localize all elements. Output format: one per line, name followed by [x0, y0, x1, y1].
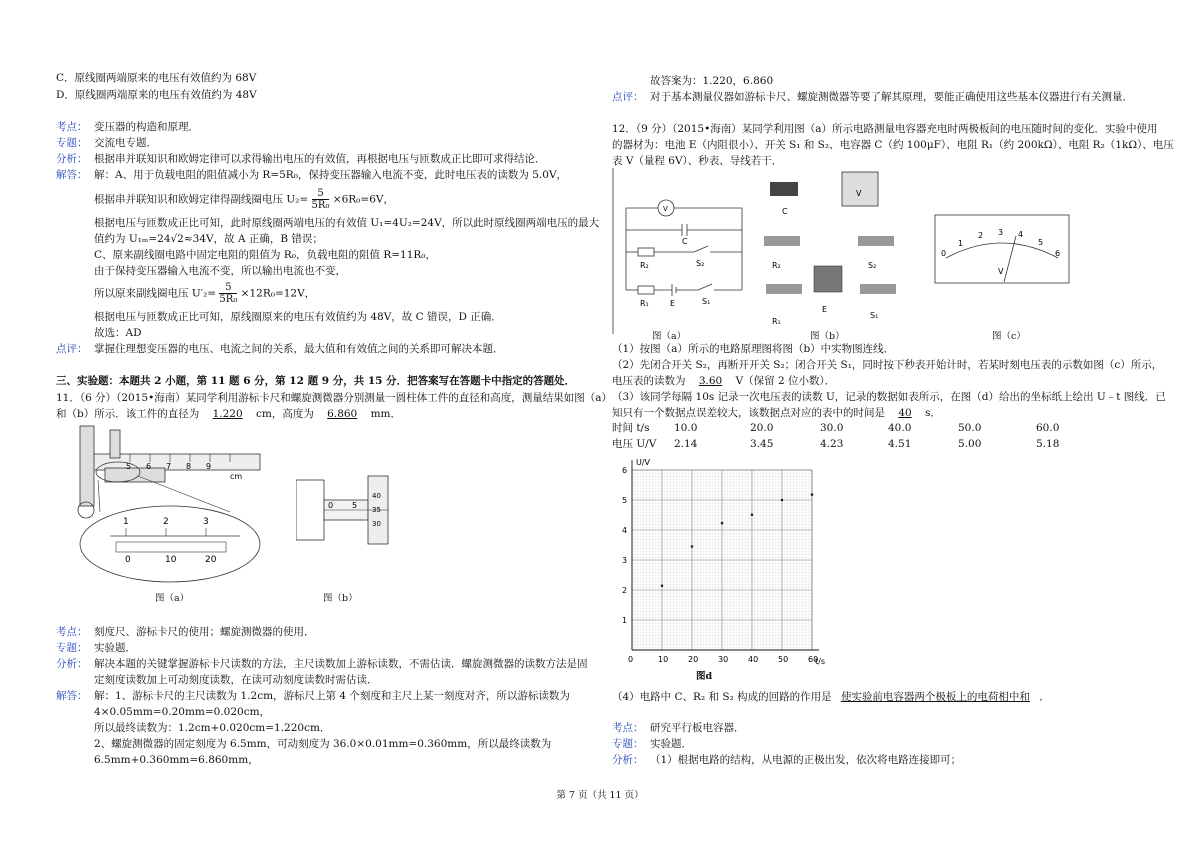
q10-jieda5: C、原来副线圈电路中固定电阻的阻值为 R₀，负载电阻的阻值 R=11R₀，	[94, 249, 437, 261]
x-tick-50: 50	[778, 655, 789, 664]
dial-6: 6	[1055, 249, 1061, 258]
q10-kaodian: 变压器的构造和原理．	[94, 121, 199, 133]
q11-fenxi-label: 分析：	[56, 658, 88, 670]
table-u-1: 3.45	[750, 438, 774, 450]
equipment-figure	[752, 166, 912, 326]
table-time-label: 时间 t/s	[612, 422, 650, 434]
chart-title: 图d	[696, 671, 713, 682]
chart-ylabel: U/V	[636, 458, 651, 467]
x-tick-30: 30	[718, 655, 729, 664]
q12-stem3: 表 V（量程 6V）、秒表、导线若干．	[612, 155, 783, 167]
circuit-v: V	[663, 205, 668, 213]
table-voltage-label: 电压 U/V	[612, 438, 657, 450]
table-t-3: 40.0	[888, 422, 912, 434]
table-t-2: 30.0	[820, 422, 844, 434]
q10-jieda4: 值约为 U₁ₘ=24√2≈34V，故 A 正确，B 错误；	[94, 233, 323, 245]
q10-jieda6: 由于保持变压器输入电流不变，所以输出电流也不变，	[94, 265, 346, 277]
q11-stem2: 和（b）所示．该工件的直径为 1.220 cm，高度为 6.860 mm．	[56, 408, 401, 420]
q11-jieda5: 6.5mm+0.360mm=6.860mm，	[94, 754, 259, 766]
x-tick-60: 60	[808, 655, 819, 664]
q12-fenxi-label: 分析：	[612, 754, 644, 766]
q10-kaodian-label: 考点：	[56, 121, 88, 133]
micro-tick-40: 40	[372, 492, 381, 500]
q11-jieda4: 2、螺旋测微器的固定刻度为 6.5mm，可动刻度为 36.0×0.01mm=0.360mm，所以最终读数为	[94, 738, 552, 750]
table-u-5: 5.18	[1036, 438, 1060, 450]
micrometer-figure	[296, 470, 396, 550]
y-tick-6: 6	[622, 466, 628, 475]
q12-caption-c: 图（c）	[992, 331, 1026, 342]
q12-zhuanti: 实验题．	[650, 738, 692, 750]
circuit-e: E	[670, 299, 676, 308]
q10-fenxi: 根据串并联知识和欧姆定律可以求得输出电压的有效值，再根据电压与匝数成正比即可求得结论．	[94, 153, 546, 165]
caliper-unit: cm	[230, 472, 243, 481]
x-tick-20: 20	[688, 655, 699, 664]
x-tick-10: 10	[658, 655, 669, 664]
table-u-3: 4.51	[888, 438, 912, 450]
zoom-vernier-0: 0	[125, 555, 131, 565]
q10-jieda9: 故选：AD	[94, 327, 142, 339]
caliper-scale-6: 6	[146, 462, 152, 471]
caliper-scale-7: 7	[166, 462, 172, 471]
q10-jieda3: 根据电压与匝数成正比可知，此时原线圈两端电压的有效值 U₁=4U₂=24V，所以此时原线圈两端电压的最大	[94, 217, 600, 229]
caliper-scale-9: 9	[206, 462, 212, 471]
q12-kaodian-label: 考点：	[612, 722, 644, 734]
q11-caption-b: 图（b）	[323, 593, 358, 604]
q11-blank-diameter: 1.220	[212, 408, 243, 420]
table-u-2: 4.23	[820, 438, 844, 450]
dial-5: 5	[1038, 238, 1044, 247]
y-tick-5: 5	[622, 496, 628, 505]
answer-line: 故答案为：1.220，6.860	[650, 75, 774, 87]
q10-jieda8: 根据电压与匝数成正比可知，原线圈原来的电压有效值约为 48V，故 C 错误，D 正确．	[94, 311, 502, 323]
caliper-scale-8: 8	[186, 462, 192, 471]
chart-xlabel: t/s	[815, 657, 825, 666]
micro-main-0: 0	[328, 501, 334, 510]
equip-v: V	[856, 189, 862, 198]
q12-fenxi: （1）根据电路的结构，从电源的正极出发，依次将电路连接即可；	[650, 754, 962, 766]
y-tick-4: 4	[622, 526, 628, 535]
table-u-4: 5.00	[958, 438, 982, 450]
data-point-10	[661, 585, 664, 588]
q12-stem1: 12．（9 分）（2015•海南）某同学利用图（a）所示电路测量电容器充电时两极板间的电压随时间的变化．实验中使用	[612, 123, 1158, 135]
dial-3: 3	[998, 228, 1004, 237]
q12-p2: （2）先闭合开关 S₂，再断开开关 S₂；闭合开关 S₁，同时按下秒表开始计时，若某时刻电压表的示数如图（c）所示，	[612, 359, 1163, 371]
table-u-0: 2.14	[674, 438, 698, 450]
data-point-40	[751, 513, 754, 516]
q11-jieda1: 解：1、游标卡尺的主尺读数为 1.2cm，游标尺上第 4 个刻度和主尺上某一刻度对齐，所以游标读数为	[94, 690, 570, 702]
q12-blank-function: 使实验前电容器两个极板上的电荷相中和	[840, 691, 1030, 703]
equip-s2: S₂	[868, 261, 877, 270]
q12-p1: （1）按图（a）所示的电路原理图将图（b）中实物图连线．	[612, 343, 895, 355]
table-t-0: 10.0	[674, 422, 698, 434]
q11-zhuanti-label: 专题：	[56, 642, 88, 654]
q12-blank-voltage: 3.60	[698, 375, 723, 387]
q11-fenxi1: 解决本题的关键掌握游标卡尺读数的方法，主尺读数加上游标读数，不需估读．螺旋测微器的读数方法是固	[94, 658, 588, 670]
q11-jieda3: 所以最终读数为：1.2cm+0.020cm=1.220cm．	[94, 722, 331, 734]
option-c: C．原线圈两端原来的电压有效值约为 68V	[56, 72, 257, 84]
q11-jieda-label: 解答：	[56, 690, 88, 702]
dial-2: 2	[978, 231, 984, 240]
q11-fenxi2: 定刻度读数加上可动刻度读数，在读可动刻度读数时需估读．	[94, 674, 378, 686]
dial-unit: V	[998, 267, 1004, 276]
micro-main-5: 5	[352, 501, 358, 510]
circuit-s2: S₂	[696, 259, 705, 268]
q11-kaodian: 刻度尺、游标卡尺的使用；螺旋测微器的使用．	[94, 626, 315, 638]
dianping-text: 对于基本测量仪器如游标卡尺、螺旋测微器等要了解其原理，要能正确使用这些基本仪器进行有关测量．	[650, 91, 1133, 103]
q11-zhuanti: 实验题．	[94, 642, 136, 654]
dial-1: 1	[958, 239, 964, 248]
q12-p2b: 电压表的读数为 3.60 V（保留 2 位小数）．	[612, 375, 836, 387]
circuit-r2: R₂	[640, 261, 649, 270]
equip-r2: R₂	[772, 261, 781, 270]
circuit-c: C	[682, 237, 688, 246]
voltmeter-dial	[934, 214, 1070, 284]
zoom-vernier-20: 20	[205, 555, 217, 565]
micro-tick-30: 30	[372, 520, 381, 528]
q11-caption-a: 图（a）	[155, 593, 190, 604]
y-tick-1: 1	[622, 616, 628, 625]
equip-r1: R₁	[772, 317, 781, 326]
circuit-r1: R₁	[640, 299, 649, 308]
q12-caption-b: 图（b）	[810, 331, 845, 342]
dial-4: 4	[1018, 230, 1024, 239]
q10-fenxi-label: 分析：	[56, 153, 88, 165]
q11-jieda2: 4×0.05mm=0.20mm=0.020cm，	[94, 706, 271, 718]
equip-c: C	[782, 207, 788, 216]
data-point-60	[811, 493, 814, 496]
q11-blank-height: 6.860	[327, 408, 358, 420]
vernier-caliper-figure	[70, 424, 270, 590]
u-t-chart	[604, 452, 834, 684]
table-t-1: 20.0	[750, 422, 774, 434]
data-point-20	[691, 545, 694, 548]
y-tick-2: 2	[622, 586, 628, 595]
q12-blank-time: 40	[898, 407, 912, 419]
q12-kaodian: 研究平行板电容器．	[650, 722, 745, 734]
zoom-vernier-10: 10	[165, 555, 177, 565]
equip-e: E	[822, 305, 828, 314]
q10-zhuanti-label: 专题：	[56, 137, 88, 149]
equip-s1: S₁	[870, 311, 879, 320]
q12-caption-a: 图（a）	[652, 331, 687, 342]
q11-stem1: 11．（6 分）（2015•海南）某同学利用游标卡尺和螺旋测微器分别测量一圆柱体工件的直径和高度，测量结果如图（a）	[56, 392, 613, 404]
zoom-main-3: 3	[203, 517, 209, 527]
data-point-30	[721, 522, 724, 525]
q11-kaodian-label: 考点：	[56, 626, 88, 638]
q12-p4: （4）电路中 C、R₂ 和 S₂ 构成的回路的作用是 使实验前电容器两个极板上的电荷相中和 ．	[612, 691, 1050, 703]
dial-0: 0	[941, 249, 947, 258]
q12-stem2: 的器材为：电池 E（内阻很小）、开关 S₁ 和 S₂、电容器 C（约 100μF）、电阻 R₁（约 200kΩ）、电阻 R₂（1kΩ）、电压	[612, 139, 1174, 151]
zoom-main-1: 1	[123, 517, 129, 527]
q12-p3: （3）该同学每隔 10s 记录一次电压表的读数 U，记录的数据如表所示，在图（d）给出的坐标纸上绘出 U﹣t 图线．已	[612, 391, 1166, 403]
q10-jieda7: 所以原来副线圈电压 U′₂= $\frac{5}{\text{5R₀}}$ ×12R₀=12V，	[94, 282, 316, 305]
circuit-s1: S₁	[702, 297, 711, 306]
x-tick-0: 0	[628, 655, 634, 664]
q10-jieda-label: 解答：	[56, 169, 88, 181]
data-point-50	[781, 499, 784, 502]
zoom-main-2: 2	[163, 517, 169, 527]
q12-zhuanti-label: 专题：	[612, 738, 644, 750]
q10-jieda2: 根据串并联知识和欧姆定律得副线圈电压 U₂= $\frac{5}{\text{5R₀}}$ ×6R₀=6V，	[94, 188, 394, 211]
q12-p3b: 知只有一个数据点误差较大，该数据点对应的表中的时间是 40 s．	[612, 407, 941, 419]
caliper-scale-5: 5	[126, 462, 132, 471]
y-tick-3: 3	[622, 556, 628, 565]
section-3-heading: 三、实验题：本题共 2 小题，第 11 题 6 分，第 12 题 9 分，共 15 分．把答案写在答题卡中指定的答题处．	[56, 375, 576, 387]
option-d: D．原线圈两端原来的电压有效值约为 48V	[56, 89, 257, 101]
micro-tick-35: 35	[372, 506, 381, 514]
q10-jieda1: 解：A、用于负载电阻的阻值减小为 R=5R₀，保持变压器输入电流不变，此时电压表的读数为 5.0V，	[94, 169, 568, 181]
q10-zhuanti: 交流电专题．	[94, 137, 157, 149]
circuit-diagram	[612, 168, 752, 334]
q10-dianping: 掌握住理想变压器的电压、电流之间的关系，最大值和有效值之间的关系即可解决本题．	[94, 343, 504, 355]
table-t-4: 50.0	[958, 422, 982, 434]
page-footer: 第 7 页（共 11 页）	[556, 790, 644, 801]
table-t-5: 60.0	[1036, 422, 1060, 434]
dianping-label: 点评：	[612, 91, 644, 103]
q10-dianping-label: 点评：	[56, 343, 88, 355]
x-tick-40: 40	[748, 655, 759, 664]
